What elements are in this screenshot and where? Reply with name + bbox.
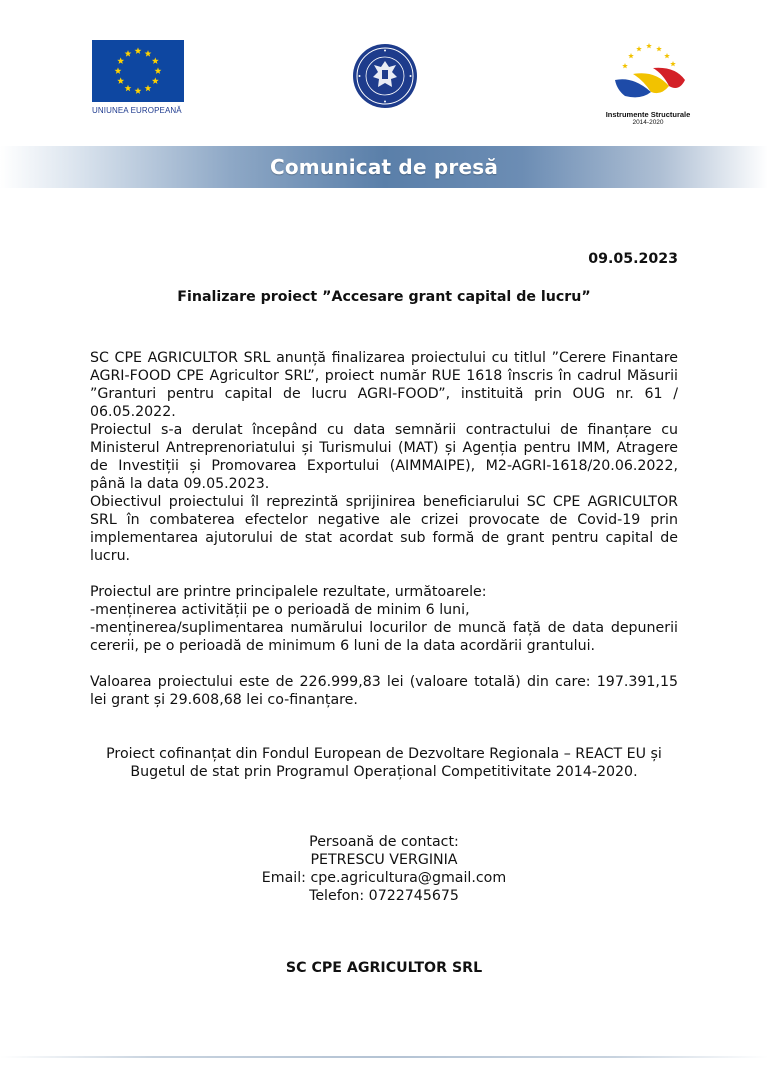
government-seal-logo <box>352 43 418 109</box>
paragraph-objective: Obiectivul proiectului îl reprezintă sprijinirea beneficiarului SC CPE AGRICULTOR SRL în combaterea efectelor negative ale crizei provocate de Covid-19 prin implementarea ajutorului de stat acordat sub formă de grant pentru capital de lucru. <box>90 494 678 564</box>
company-signature: SC CPE AGRICULTOR SRL <box>285 960 483 976</box>
cofinancing-note <box>90 745 678 781</box>
paragraph-duration: Proiectul s-a derulat începând cu data semnării contractului de finanțare cu Ministerul Antreprenoriatului și Turismului (MAT) și Agenția pentru IMM, Atragere de Investiții și Promovarea Exportului (AIMMAIPE), M2-AGRI-1618/20.06.2022, până la data 09.05.2023. <box>90 422 678 492</box>
document-title: Finalizare proiect ”Accesare grant capital de lucru” <box>177 289 591 305</box>
government-seal-icon <box>352 43 418 109</box>
structural-instruments-caption: Instrumente Structurale <box>605 110 691 119</box>
cofinancing-line: Bugetul de stat prin Programul Operațional Competitivitate 2014-2020. <box>130 764 638 780</box>
structural-instruments-logo <box>598 36 698 132</box>
is-star-icon <box>664 53 670 58</box>
document-body <box>90 250 678 991</box>
contact-block <box>90 833 678 905</box>
is-star-icon <box>628 53 634 58</box>
eu-caption: UNIUNEA EUROPEANĂ <box>92 106 182 115</box>
document-date: 09.05.2023 <box>588 251 678 267</box>
eu-logo <box>92 40 188 120</box>
press-release-banner <box>0 146 768 188</box>
contact-phone: Telefon: 0722745675 <box>309 888 459 904</box>
is-star-icon <box>670 61 676 66</box>
contact-email: Email: cpe.agricultura@gmail.com <box>261 870 507 886</box>
main-text <box>90 349 678 709</box>
is-star-icon <box>656 46 662 51</box>
eu-flag-icon <box>92 40 184 102</box>
contact-heading: Persoană de contact: <box>309 834 459 850</box>
paragraph-announcement: SC CPE AGRICULTOR SRL anunță finalizarea proiectului cu titlul ”Cerere Finantare AGRI-FOOD CPE Agricultor SRL”, proiect număr RUE 1618 înscris în cadrul Măsurii ”Granturi pentru capital de lucru AGRI-FOOD”, instituită prin OUG nr. 61 / 06.05.2022. <box>90 350 678 420</box>
result-item: -menținerea activității pe o perioadă de minim 6 luni, <box>90 602 470 618</box>
contact-name: PETRESCU VERGINIA <box>310 852 458 868</box>
results-intro: Proiectul are printre principalele rezultate, următoarele: <box>90 584 487 600</box>
banner-title: Comunicat de presă <box>269 155 499 179</box>
is-star-icon <box>636 46 642 51</box>
structural-instruments-icon <box>603 36 693 108</box>
structural-instruments-years: 2014-2020 <box>632 119 664 126</box>
result-item: -menținerea/suplimentarea numărului locurilor de muncă față de data depunerii cererii, pe o perioadă de minimum 6 luni de la data acordării grantului. <box>90 620 678 654</box>
footer-divider <box>0 1056 768 1058</box>
is-star-icon <box>646 43 652 48</box>
is-star-icon <box>622 63 628 68</box>
project-value: Valoarea proiectului este de 226.999,83 lei (valoare totală) din care: 197.391,15 lei grant și 29.608,68 lei co-finanțare. <box>90 674 678 708</box>
cofinancing-line: Proiect cofinanțat din Fondul European de Dezvoltare Regionala – REACT EU și <box>106 746 662 762</box>
